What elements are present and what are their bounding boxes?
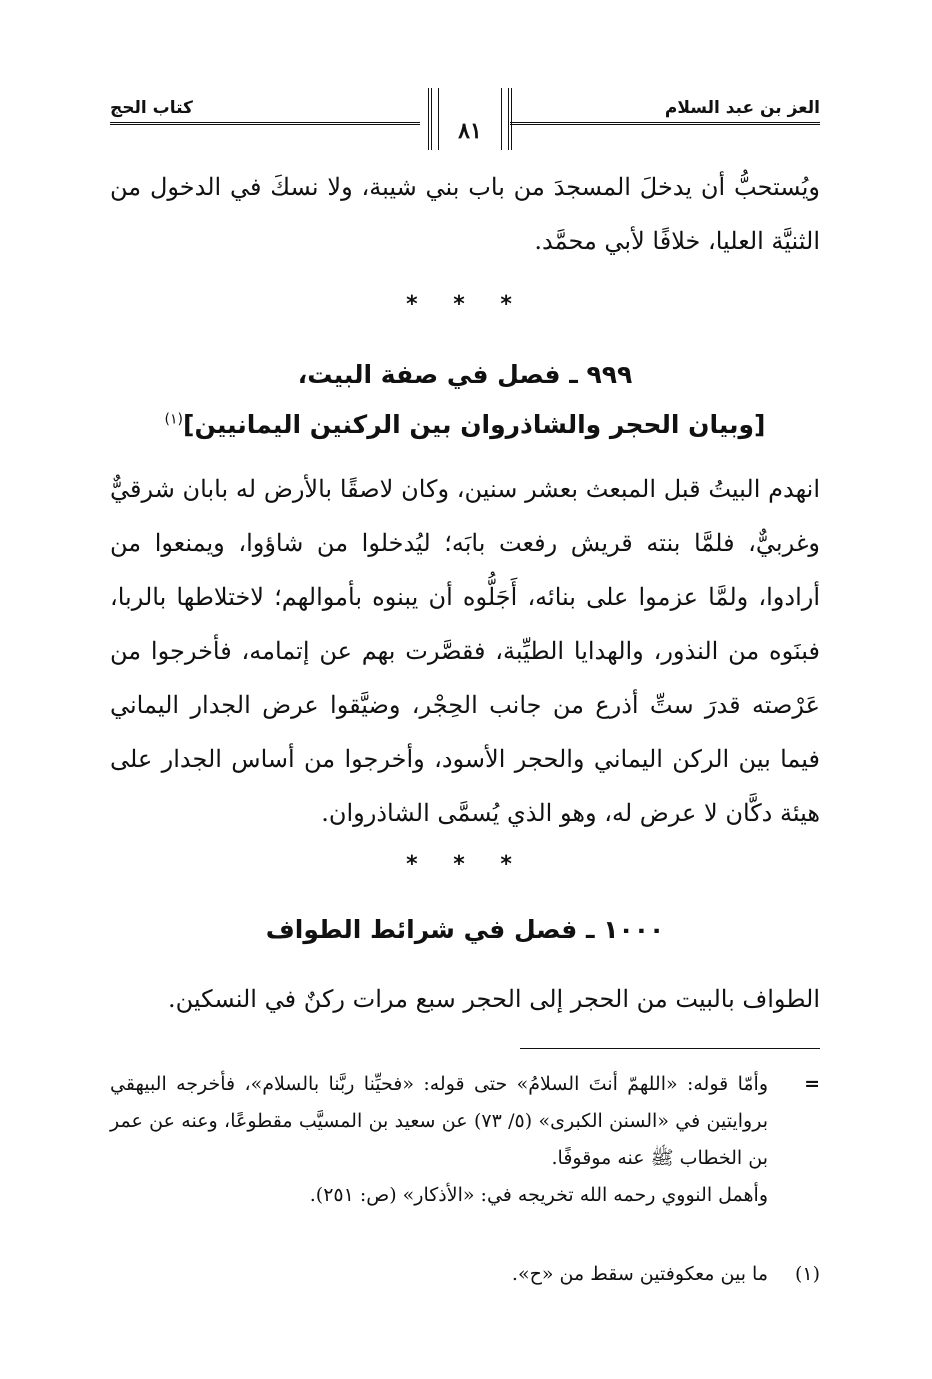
author-running-title: العز بن عبد السلام xyxy=(664,98,820,118)
section-999-subtitle xyxy=(110,410,820,439)
section-separator-stars-2: * * * xyxy=(406,852,526,877)
section-1000-title: ١٠٠٠ ـ فصل في شرائط الطواف xyxy=(265,915,665,944)
chapter-running-title: كتاب الحج xyxy=(110,98,193,118)
footnote-ref-1: (١) xyxy=(164,411,184,428)
page-header xyxy=(110,88,820,160)
header-rule-right xyxy=(510,122,820,125)
footnote-continuation xyxy=(110,1066,820,1214)
paragraph-tawaf-conditions: الطواف بالبيت من الحجر إلى الحجر سبع مرات ركنٌ في النسكين. xyxy=(167,985,820,1013)
footnote-separator xyxy=(520,1048,820,1049)
footnote-continuation-marker: = xyxy=(804,1073,820,1095)
footnote-1-marker: (١) xyxy=(794,1263,820,1285)
paragraph-kaaba-description: انهدم البيتُ قبل المبعث بعشر سنين، وكان لاصقًا بالأرض له بابان شرقيٌّ وغربيٌّ، فلمَّا بنته قريش رفعت بابَه؛ ليُدخلوا من شاؤوا، ويمنعوا من أرادوا، ولمَّا عزموا على بنائه، أَجَلُّوه أن يبنوه بأموالهم؛ لاختلاطها بالربا، فبنَوه من النذور، والهدايا الطيِّبة، فقصَّرت بهم عن إتمامه، فأخرجوا من عَرْصته قدرَ ستِّ أذرع من جانب الحِجْر، وضيَّقوا عرض الجدار اليماني فيما بين الركن اليماني والحجر الأسود، وأخرجوا من أساس الجدار على هيئة دكَّان لا عرض له، وهو الذي يُسمَّى الشاذروان. xyxy=(110,475,820,827)
footnote-1 xyxy=(110,1256,820,1293)
footnote-1-text: ما بين معكوفتين سقط من «ح». xyxy=(511,1263,768,1285)
footnote-continuation-text-2: وأهمل النووي رحمه الله تخريجه في: «الأذكار» (ص: ٢٥١). xyxy=(309,1184,768,1206)
section-999-title: ٩٩٩ ـ فصل في صفة البيت، xyxy=(297,360,633,389)
section-999-subtitle-text: [وبيان الحجر والشاذروان بين الركنين اليمانيين] xyxy=(183,410,766,439)
paragraph-entry-mosque: ويُستحبُّ أن يدخلَ المسجدَ من باب بني شيبة، ولا نسكَ في الدخول من الثنيَّة العليا، خلافًا لأبي محمَّد. xyxy=(110,173,820,255)
header-rule-left xyxy=(110,122,420,125)
page-number-frame xyxy=(428,88,512,150)
section-separator-stars: * * * xyxy=(406,292,526,317)
footnote-continuation-text: وأمّا قوله: «اللهمّ أنتَ السلامُ» حتى قوله: «فحيِّنا ربَّنا بالسلام»، فأخرجه البيهقي بروايتين في «السنن الكبرى» (٥/ ٧٣) عن سعيد بن المسيَّب مقطوعًا، وعنه عن عمر بن الخطاب ﷺ عنه موقوفًا. xyxy=(110,1073,768,1169)
page-number: ٨١ xyxy=(458,118,482,144)
